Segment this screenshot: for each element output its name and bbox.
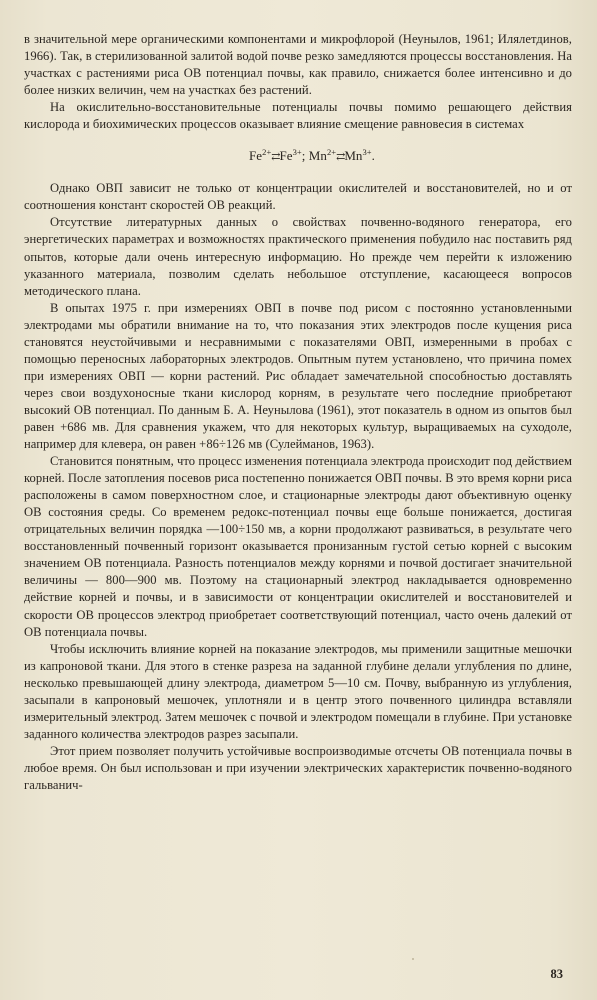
paragraph-1: в значительной мере органическими компонентами и микрофлорой (Неунылов, 1961; Илялетдинов, 1966). Так, в стерилизованной залитой водой почве резко замедляются процессы восстановления. На участках с растениями риса ОВ потенциал почвы, как правило, снижается более интенсивно и до более низких величин, чем на участках без растений. [24, 32, 572, 98]
paragraph-8: Этот прием позволяет получить устойчивые воспроизводимые отсчеты ОВ потенциала почвы в любое время. Он был использован и при изучении электрических характеристик почвенно-водяного гальванич- [24, 743, 572, 792]
paragraph-5: В опытах 1975 г. при измерениях ОВП в почве под рисом с постоянно установленными электродами мы обратили внимание на то, что показания этих электродов после кущения риса становятся неустойчивыми и несравнимыми с показателями ОВП, измеренными в пробах с помощью переносных лабораторных электродов. Опытным путем установлено, что причина помех при измерениях ОВП — корни растений. Рис обладает замечательной способностью доставлять через свои воздухоносные ткани кислород корням, в результате чего последние приобретают высокий ОВ потенциал. По данным Б. А. Неунылова (1961), этот показатель в одном из опытов был равен +686 мв. Для сравнения укажем, что для некоторых культур, выращиваемых на суходоле, например для клевера, он равен +86÷126 мв (Сулейманов, 1963). [24, 300, 572, 452]
formula-fe-left-charge: 2+ [262, 147, 272, 158]
formula-mn-left-charge: 2+ [326, 147, 337, 158]
formula-fe-right: Fe [279, 148, 293, 164]
paper-speck [520, 519, 522, 521]
equilibrium-arrow-icon: ⇄ [336, 151, 345, 164]
paragraph-6: Становится понятным, что процесс изменения потенциала электрода происходит под действием корней. После затопления посевов риса постепенно понижается ОВП почвы. В это время корни риса расположены в самом поверхностном слое, и стационарные электроды дают объективную оценку ОВ состояния среды. Со временем редокс-потенциал почвы еще больше понижается, достигая отрицательных величин порядка —100÷150 мв, а корни продолжают развиваться, в результате чего восстановленный почвенный горизонт оказывается пронизанным густой сетью корней с высоким значением ОВ потенциала. Разность потенциалов между корнями и почвой достигает значительной величины — 800—900 мв. Поэтому на стационарный электрод накладывается одновременно действие корней и почвы, и в зависимости от концентрации окислителей и восстановителей и скорости ОВ процессов электрод приобретает соответствующий потенциал, часто очень далекий от ОВ потенциала почвы. [24, 454, 572, 639]
paragraph-3: Однако ОВП зависит не только от концентрации окислителей и восстановителей, но и от соотношения констант скоростей ОВ реакций. [24, 181, 572, 213]
formula-end: . [371, 148, 375, 164]
paragraph-4: Отсутствие литературных данных о свойствах почвенно-водяного генератора, его энергетических параметрах и возможностях практического применения побудило нас поставить ряд опытов, которые дали очень интересную информацию. Но прежде чем перейти к изложению указанного материала, позволим сделать небольшое отступление, касающееся вопросов методического плана. [24, 215, 572, 298]
formula-mn-right-charge: 3+ [362, 147, 372, 158]
formula-fe-right-charge: 3+ [292, 147, 302, 158]
formula-mn-right: Mn [344, 148, 363, 164]
formula-mn-left: Mn [308, 148, 327, 164]
paper-speck [412, 958, 414, 960]
paragraph-2: На окислительно-восстановительные потенциалы почвы помимо решающего действия кислорода и биохимических процессов оказывает влияние смещение равновесия в системах [24, 100, 572, 132]
formula-separator: ; [301, 148, 306, 164]
formula-fe-left: Fe [249, 148, 263, 164]
page-number: 83 [550, 967, 563, 981]
equilibrium-arrow-icon: ⇄ [271, 151, 280, 164]
paragraph-7: Чтобы исключить влияние корней на показание электродов, мы применили защитные мешочки из капроновой ткани. Для этого в стенке разреза на заданной глубине делали углубления по длине, несколько превышающей длину электрода, диаметром 5—10 см. Почву, выбранную из углубления, засыпали в капроновый мешочек, уплотняли и в центр этого почвенного цилиндра вставляли измерительный электрод. Затем мешочек с почвой и электродом помещали в глубине. При установке заданного количества электродов разрез засыпали. [24, 641, 572, 741]
redox-equilibrium-formula [24, 147, 572, 166]
body-text [24, 31, 572, 794]
